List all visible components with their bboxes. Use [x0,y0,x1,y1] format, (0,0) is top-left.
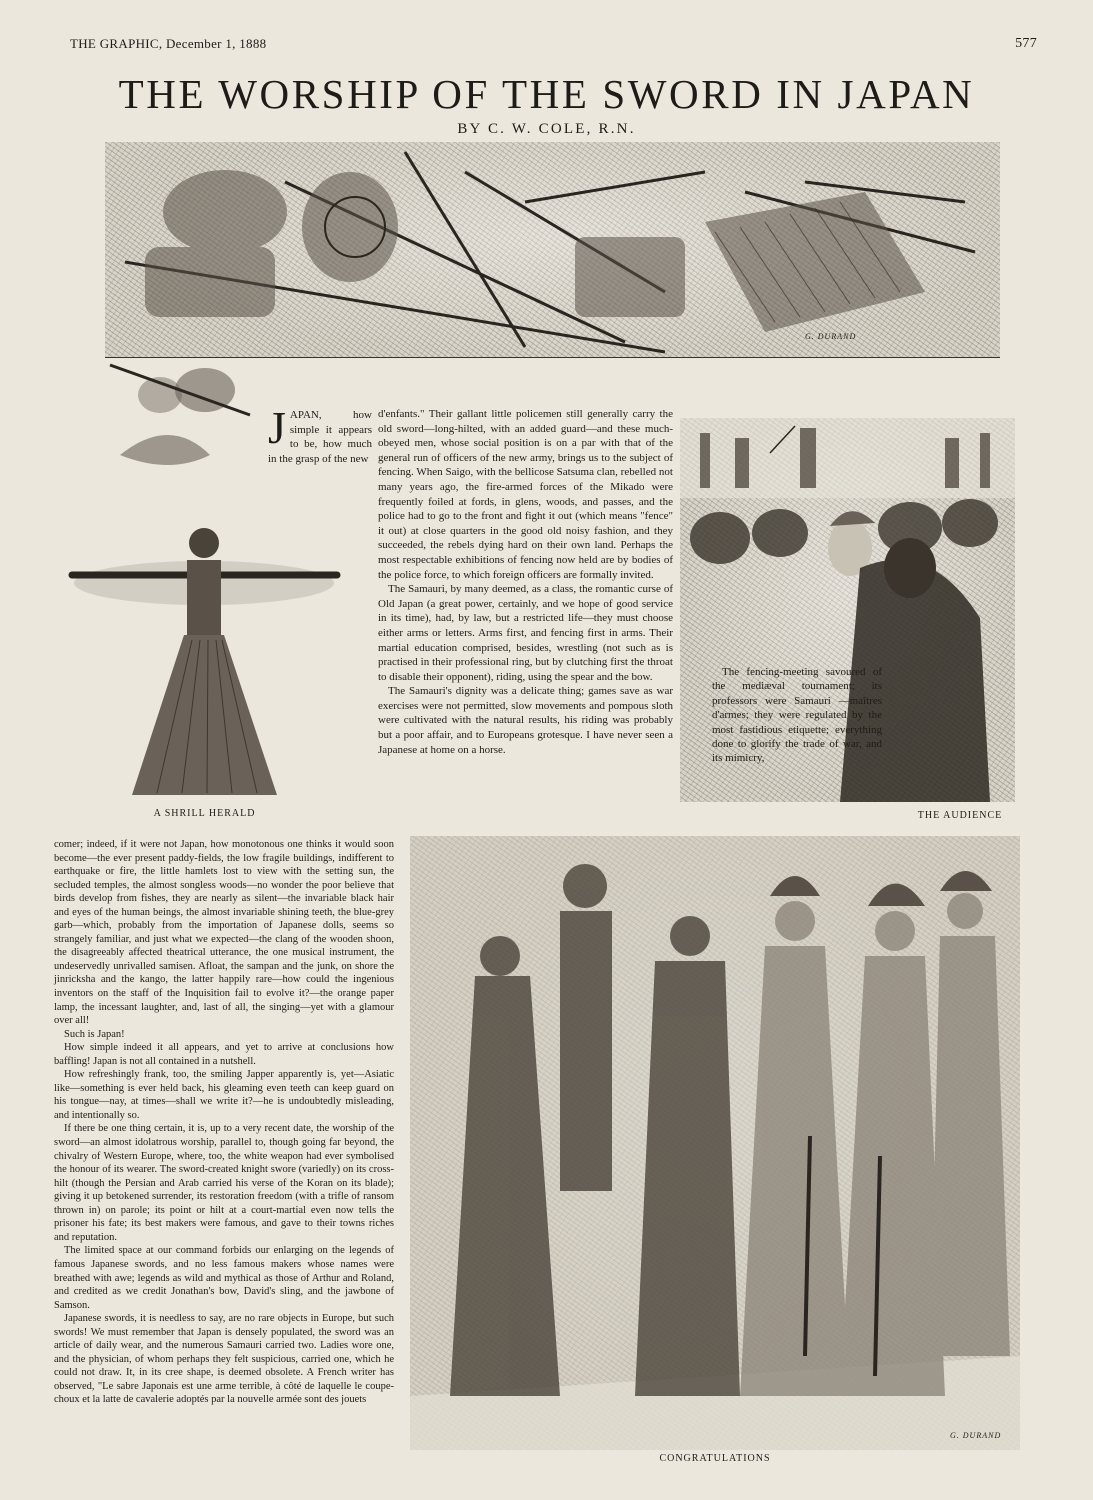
congratulations-drawing [410,836,1020,1450]
paragraph: How simple indeed it all appears, and yet to arrive at conclusions how baffling! Japan is not all contained in a nutshell. [54,1042,394,1067]
page-number: 577 [1015,36,1037,51]
article-byline: BY C. W. COLE, R.N. [457,121,636,137]
drop-cap: J [268,402,286,453]
paragraph: comer; indeed, if it were not Japan, how monotonous one thinks it would soon become—the ever present paddy-fields, the low fragile buildings, indifferent to earthquake or fire, the little hamlets lost to view with the setting sun, the secluded temples, the almost songless woods—no wonder the poor believe that birds develop from fishes, they are nearly as silent—the invariable black hair and eyes of the human beings, the almost invariable shining teeth, the blue-grey garb—which, probably from the importation of Japanese dolls, seems so strangely familiar, and just what we expected—the clang of the wooden shoon, the disagreeably affected theatrical utterance, the one musical instrument, the undeservedly unrivalled samisen. Afloat, the sampan and the junk, on shore the jinricksha and the kango, the latter happily rare—how could the ingenious inventors on the staff of the Inquisition fail to evolve it?—the orange paper lamp, the incessant laughter, and, last of all, the singing—yet with a glamour over all! [54,839,394,1027]
engraver-signature: G. DURAND [805,332,857,341]
herald-illustration [62,515,347,805]
paragraph: The limited space at our command forbids our enlarging on the legends of famous Japanese swords, and no less famous makers whose names were breathed with awe; legends as wild and mythical as those of Arthur and Roland, and credited as we credit Jonathan's bow, David's sling, and the jawbone of Samson. [54,1245,394,1311]
paragraph: d'enfants." Their gallant little policemen still generally carry the old sword—long-hilted, with an added guard—and these much-obeyed men, whose social position is on a par with that of the general run of officers of the new army, brings us to the subject of fencing. When Saigo, with the bellicose Satsuma clan, rebelled not many years ago, the fire-armed forces of the Mikado were frequently foiled at fords, in glens, woods, and passes, and the police had to go to the front and fight it out (which means "fence" it out) at close quarters in the good old noisy fashion, and they succeeded, the rebels dying hard on their own land. Perhaps the most respectable exhibitions of fencing now held are by bodies of the police force, to which foreign officers are formally invited. [378,408,673,581]
paragraph: If there be one thing certain, it is, up to a very recent date, the worship of the sword—an almost idolatrous worship, parallel to, though going far beyond, the chivalry of Western Europe, where, too, the white weapon had ever symbolised the honour of its wearer. The sword-created knight swore (variedly) on its cross-hilt (though the Persian and Arab carried his verse of the Koran on its blade); giving it up betokened surrender, its restoration freedom (with a trifle of ransom thrown in) on parole; its point or hilt at a court-martial even now tells the prisoner his fate; its best makers were famous, and gave to their towns riches and reputation. [54,1123,394,1243]
herald-caption: A SHRILL HERALD [153,808,256,819]
weapons-illustration-lower [100,355,260,475]
congratulations-caption: CONGRATULATIONS [659,1453,771,1464]
paragraph: Japanese swords, it is needless to say, are no rare objects in Europe, but such swords! We must remember that Japan is densely populated, the sword was an article of daily wear, and the numerous Samauri carried two. Ladies wore one, and the physician, of whom perhaps they felt suspicious, carried one, which he could not draw. It, in its cree shape, is deemed obsolete. A French writer has observed, "Le sabre Japonais est une arme terrible, à côté de laquelle le coupe-choux et la latte de cavalerie adoptés par la nouvelle armée sont des jouets [54,1313,394,1406]
audience-caption: THE AUDIENCE [917,810,1003,821]
paragraph: The fencing-meeting savoured of the mediæval tournament; its professors were Samauri —maîtres d'armes; they were regulated by the most fastidious etiquette; everything done to glorify the trade of war, and its mimicry, [712,666,882,765]
paragraph: Such is Japan! [64,1028,125,1040]
article-column-left [54,838,394,1407]
article-title: THE WORSHIP OF THE SWORD IN JAPAN [118,71,975,117]
masthead-publication: THE GRAPHIC, December 1, 1888 [70,36,267,51]
paragraph: How refreshingly frank, too, the smiling Japper apparently is, yet—Asiatic like—something is ever held back, his gleaming even teeth can keep guard on his tongue—nay, at times—shall we write it?—he is undoubtedly misleading, and intentionally so. [54,1069,394,1121]
article-intro [268,402,372,466]
weapons-drawing [105,142,1000,357]
congratulations-illustration [410,836,1020,1450]
intro-text: APAN, how simple it appears to be, how much in the grasp of the new [268,409,372,465]
weapons-illustration [105,142,1000,358]
article-column-aside [712,665,882,766]
article-column-middle [378,407,673,757]
paragraph: The Samauri, by many deemed, as a class, the romantic curse of Old Japan (a great power, certainly, and we hope of good service in its time), had, by law, but a restricted life—they must choose either arms or letters. Arms first, and fencing first in arms. Their martial education comprised, besides, wrestling (not such as is practised in their professional ring, but by clutching first the throat to disable their opponent), riding, using the spear and the bow. [378,583,673,683]
paragraph: The Samauri's dignity was a delicate thing; games save as war exercises were not permitted, slow movements and pompous sloth were cultivated with the natural results, his riding was probably but a poor affair, and to Europeans grotesque. I have never seen a Japanese at home on a horse. [378,685,673,756]
herald-figure-drawing [62,515,347,805]
fan-and-gloves-drawing [100,355,260,475]
engraver-signature: G. DURAND [950,1431,1002,1440]
